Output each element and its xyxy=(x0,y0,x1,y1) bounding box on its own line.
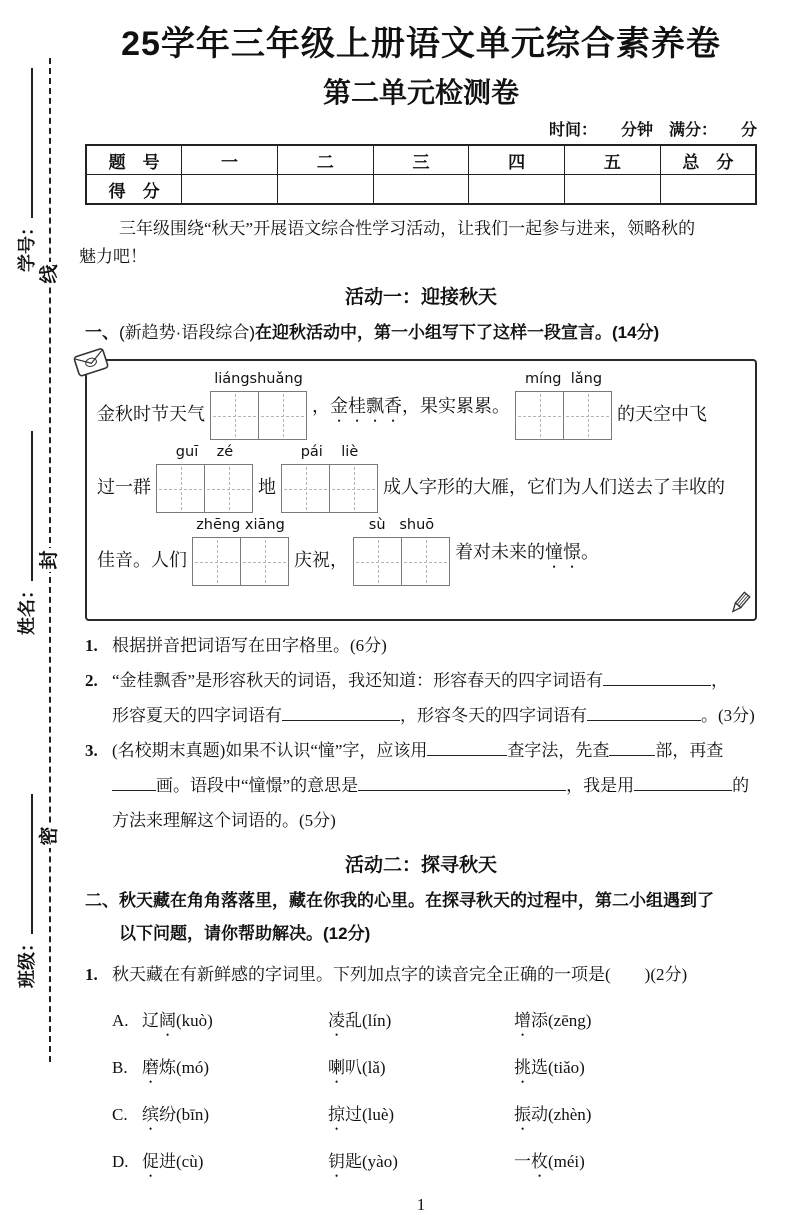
question-text-continued: 以下问题，请你帮助解决。(12分) xyxy=(119,923,371,943)
activity1-heading: 活动一：迎接秋天 xyxy=(344,287,497,309)
question-text: ，形容冬天的四字词语有 xyxy=(400,706,587,726)
question-text: 秋天藏在角角落落里，藏在你我的心里。在探寻秋天的过程中，第二小组遇到了 xyxy=(119,891,714,911)
grid-cells xyxy=(192,537,289,586)
tianzige-cell xyxy=(204,465,252,512)
question-text: 在迎秋活动中，第一小组写下了这样一段宣言。(14分) xyxy=(254,323,660,343)
passage-text: 过一群 xyxy=(97,477,151,498)
question-text: 形容夏天的四字词语有 xyxy=(112,706,282,726)
passage-box xyxy=(85,359,757,621)
option-item xyxy=(142,1145,328,1181)
time-score-meta: 时间： 分钟 满分： 分 xyxy=(548,122,757,139)
fill-blank xyxy=(358,772,566,791)
question-number: 二、 xyxy=(85,891,119,911)
option-item xyxy=(514,1145,700,1181)
dotted-char: 钥 xyxy=(328,1151,345,1171)
option-word-post: 过(luè) xyxy=(345,1104,395,1124)
score-empty-cell xyxy=(469,175,565,205)
option-item xyxy=(514,1051,700,1087)
tianzige-cell xyxy=(329,465,377,512)
fill-blank xyxy=(634,772,732,791)
seal-char-mi: 密 xyxy=(38,824,62,848)
activity1-main-question xyxy=(85,317,757,349)
score-table-score-row xyxy=(86,175,756,205)
passage-fragment: ，果实累累。 xyxy=(402,396,510,417)
dotted-char: 增 xyxy=(514,1010,531,1030)
tianzige-cell xyxy=(563,392,611,439)
score-empty-cell xyxy=(277,175,373,205)
dotted-char: 磨 xyxy=(142,1057,159,1077)
option-item xyxy=(142,1051,328,1087)
activity2-main-question xyxy=(85,885,757,950)
pinyin-label: zhēng xiāng xyxy=(196,517,285,534)
option-label: A. xyxy=(112,1010,129,1030)
emphasized-word: 憧憬 xyxy=(545,542,581,563)
score-table xyxy=(85,144,757,205)
pinyin-label: sù shuō xyxy=(368,517,435,534)
dotted-char: 喇 xyxy=(328,1057,345,1077)
activity2-questions xyxy=(85,958,757,1181)
writing-grid-guize xyxy=(156,444,253,513)
score-empty-cell xyxy=(373,175,469,205)
class-field xyxy=(13,794,39,988)
passage-text: 金秋时节天气 xyxy=(97,404,205,425)
option-label: C. xyxy=(112,1104,128,1124)
name-label: 姓名： xyxy=(17,581,37,635)
intro-paragraph xyxy=(79,215,757,270)
grid-cells xyxy=(515,391,612,440)
option-item xyxy=(328,1004,514,1040)
score-empty-cell xyxy=(565,175,661,205)
question-1 xyxy=(85,958,757,993)
grid-cells xyxy=(210,391,307,440)
tianzige-cell xyxy=(240,538,288,585)
dotted-char: 振 xyxy=(514,1104,531,1124)
option-word-post: 选(tiǎo) xyxy=(531,1057,585,1077)
envelope-icon xyxy=(73,347,111,382)
passage-text xyxy=(455,538,599,586)
score-header-cell: 二 xyxy=(277,145,373,175)
writing-grid-zhengxiang xyxy=(192,517,289,586)
fill-blank xyxy=(112,772,156,791)
score-row-label: 得 分 xyxy=(86,175,182,205)
question-2 xyxy=(85,664,757,734)
question-text: 根据拼音把词语写在田字格里。(6分) xyxy=(112,636,387,656)
score-header-cell: 总 分 xyxy=(660,145,756,175)
passage-text xyxy=(312,392,510,440)
question-text: 如果不认识“憧”字，应该用 xyxy=(225,740,428,760)
question-number: 一、 xyxy=(85,323,119,343)
tianzige-cell xyxy=(157,465,204,512)
writing-grid-pailie xyxy=(281,444,378,513)
student-id-blank xyxy=(13,68,33,218)
option-row-b xyxy=(85,1051,757,1087)
option-word-post: 炼(mó) xyxy=(159,1057,210,1077)
dotted-char: 缤 xyxy=(142,1104,159,1124)
question-number: 3. xyxy=(85,740,98,760)
intro-line-2: 魅力吧！ xyxy=(79,246,147,266)
tianzige-cell xyxy=(354,538,401,585)
passage-fragment: 着对未来的 xyxy=(455,542,545,563)
name-field xyxy=(13,431,39,635)
question-text: 。(3分) xyxy=(701,706,755,726)
passage-text: 佳音。人们 xyxy=(97,550,187,571)
passage-text: 成人字形的大雁，它们为人们送去了丰收的 xyxy=(383,477,725,498)
option-item xyxy=(514,1098,700,1134)
passage-fragment: ， xyxy=(312,396,330,417)
activity1-questions xyxy=(85,629,757,838)
tianzige-cell xyxy=(282,465,329,512)
option-word-post: 动(zhèn) xyxy=(531,1104,592,1124)
fill-blank xyxy=(603,667,711,686)
option-word-post: 叭(lǎ) xyxy=(345,1057,386,1077)
question-text: 画。语段中“憧憬”的意思是 xyxy=(156,775,359,795)
emphasized-word: 金桂飘香 xyxy=(330,396,402,417)
name-blank xyxy=(13,431,33,581)
option-item xyxy=(142,1004,328,1040)
dotted-char: 挑 xyxy=(514,1057,531,1077)
dotted-char: 掠 xyxy=(328,1104,345,1124)
tianzige-cell xyxy=(193,538,240,585)
option-label: D. xyxy=(112,1151,129,1171)
pinyin-label: liángshuǎng xyxy=(214,371,303,388)
question-1 xyxy=(85,629,757,664)
score-header-cell: 一 xyxy=(182,145,278,175)
paper-subtitle: 第二单元检测卷 xyxy=(322,77,519,108)
question-number: 1. xyxy=(85,965,98,985)
grid-cells xyxy=(281,464,378,513)
question-text: 的 xyxy=(732,775,750,795)
option-word-post: 进(cù) xyxy=(159,1151,204,1171)
dotted-char: 枚 xyxy=(531,1151,548,1171)
tianzige-cell xyxy=(211,392,258,439)
option-word-post: (kuò) xyxy=(176,1010,213,1030)
intro-line-1: 三年级围绕“秋天”开展语文综合性学习活动，让我们一起参与进来，领略秋的 xyxy=(119,219,696,238)
dotted-char: 促 xyxy=(142,1151,159,1171)
question-3 xyxy=(85,734,757,839)
question-text: 部，再查 xyxy=(655,740,724,760)
score-header-cell: 三 xyxy=(373,145,469,175)
pinyin-label: guī zé xyxy=(175,444,234,461)
paper-title: 25学年三年级上册语文单元综合素养卷 xyxy=(121,25,721,63)
option-word-post: 乱(lín) xyxy=(345,1010,392,1030)
option-word-post: 匙(yào) xyxy=(345,1151,398,1171)
question-number: 2. xyxy=(85,671,98,691)
fill-blank xyxy=(282,702,400,721)
tianzige-cell xyxy=(401,538,449,585)
passage-row-1 xyxy=(97,371,743,440)
pencil-icon xyxy=(727,590,753,621)
fill-blank xyxy=(587,702,701,721)
dotted-char: 阔 xyxy=(159,1010,176,1030)
pinyin-label: míng lǎng xyxy=(524,371,603,388)
score-empty-cell xyxy=(182,175,278,205)
passage-row-2 xyxy=(97,444,743,513)
score-header-cell: 四 xyxy=(469,145,565,175)
student-info-rail xyxy=(4,68,48,988)
page-number: 1 xyxy=(416,1194,426,1214)
passage-text: 庆祝， xyxy=(294,550,348,571)
question-text: “金桂飘香”是形容秋天的词语，我还知道：形容春天的四字词语有 xyxy=(112,671,604,691)
pinyin-label: pái liè xyxy=(300,444,359,461)
class-blank xyxy=(13,794,33,934)
writing-grid-liangshuang xyxy=(210,371,307,440)
option-row-c xyxy=(85,1098,757,1134)
option-word-pre: 辽 xyxy=(142,1010,159,1030)
student-id-label: 学号： xyxy=(17,218,37,272)
dotted-char: 凌 xyxy=(328,1010,345,1030)
option-item xyxy=(328,1145,514,1181)
question-text: ，我是用 xyxy=(566,775,635,795)
question-text: 方法来理解这个词语的。(5分) xyxy=(112,810,336,830)
student-id-field xyxy=(13,68,39,272)
option-item xyxy=(328,1098,514,1134)
option-word-pre: 一 xyxy=(514,1151,531,1171)
seal-char-feng: 封 xyxy=(38,548,62,572)
option-row-d xyxy=(85,1145,757,1181)
option-row-a xyxy=(85,1004,757,1040)
option-item xyxy=(514,1004,700,1040)
tianzige-cell xyxy=(516,392,563,439)
score-table-header-row xyxy=(86,145,756,175)
score-header-cell: 题 号 xyxy=(86,145,182,175)
class-label: 班级： xyxy=(17,934,37,988)
writing-grid-minglang xyxy=(515,371,612,440)
writing-grid-sushuo xyxy=(353,517,450,586)
question-tag: (名校期末真题) xyxy=(112,740,226,760)
main-content xyxy=(79,16,757,1215)
question-text: 查字法，先查 xyxy=(507,740,610,760)
score-header-cell: 五 xyxy=(565,145,661,175)
passage-fragment: 。 xyxy=(581,542,599,563)
question-text: 秋天藏在有新鲜感的字词里。下列加点字的读音完全正确的一项是( )(2分) xyxy=(112,965,688,985)
question-number: 1. xyxy=(85,636,98,656)
grid-cells xyxy=(156,464,253,513)
option-item xyxy=(328,1051,514,1087)
option-item xyxy=(142,1098,328,1134)
question-text: ， xyxy=(711,671,729,691)
fill-blank xyxy=(427,737,507,756)
fill-blank xyxy=(609,737,655,756)
passage-text: 的天空中飞 xyxy=(617,404,707,425)
option-word-post: (méi) xyxy=(548,1151,585,1171)
question-tag: (新趋势·语段综合) xyxy=(119,323,255,343)
option-label: B. xyxy=(112,1057,128,1077)
score-empty-cell xyxy=(660,175,756,205)
tianzige-cell xyxy=(258,392,306,439)
seal-char-xian: 线 xyxy=(38,262,62,286)
passage-row-3 xyxy=(97,517,743,586)
passage-text: 地 xyxy=(258,477,276,498)
option-word-post: 添(zēng) xyxy=(531,1010,592,1030)
activity2-heading: 活动二：探寻秋天 xyxy=(344,855,497,877)
option-word-post: 纷(bīn) xyxy=(159,1104,210,1124)
grid-cells xyxy=(353,537,450,586)
